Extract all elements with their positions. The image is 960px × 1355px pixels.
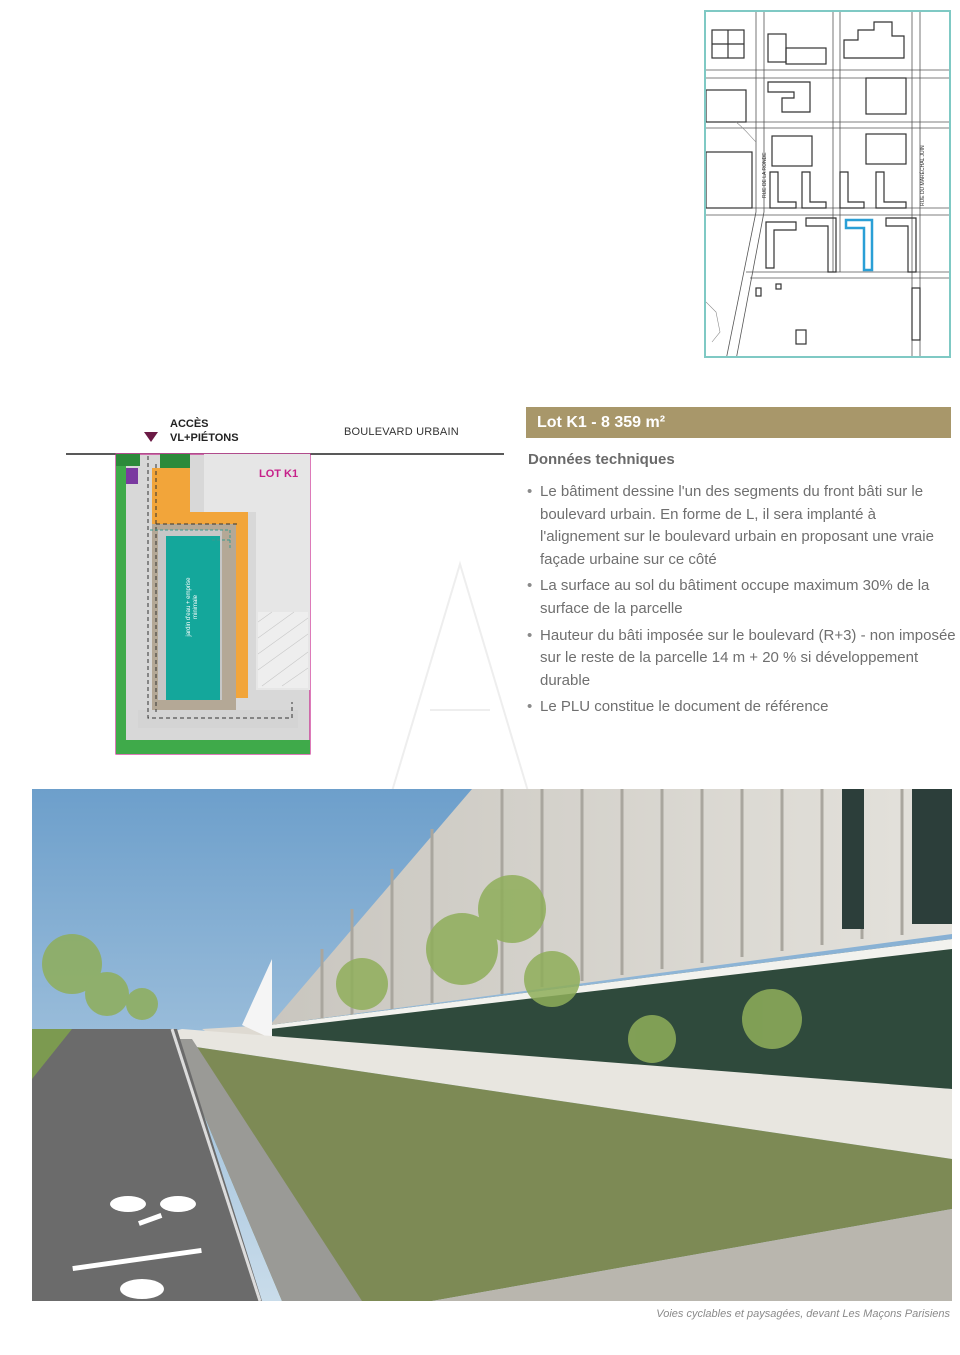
bullet-item bbox=[526, 696, 956, 719]
section-title: Données techniques bbox=[528, 451, 675, 468]
bullet-symbol: • bbox=[527, 698, 533, 716]
street-photo bbox=[32, 789, 952, 1301]
lot-header: Lot K1 - 8 359 m² bbox=[526, 407, 951, 438]
bullet-list bbox=[526, 481, 956, 723]
bullet-text: Le bâtiment dessine l'un des segments du front bâti sur le boulevard urbain. En forme de L, il sera implanté à l'alignement sur le boulevard urbain en proposant une vraie façade urbaine sur ce côté bbox=[540, 483, 934, 568]
bullet-item bbox=[526, 575, 956, 620]
access-line-2: VL+PIÉTONS bbox=[170, 432, 239, 444]
access-line-1: ACCÈS bbox=[170, 418, 209, 430]
street-photo-illustration bbox=[32, 789, 952, 1301]
boulevard-label: BOULEVARD URBAIN bbox=[344, 426, 459, 438]
bullet-text: La surface au sol du bâtiment occupe maximum 30% de la surface de la parcelle bbox=[540, 577, 930, 617]
bullet-symbol: • bbox=[527, 483, 533, 500]
street-label-left: RUE DE LA RONDE bbox=[762, 152, 768, 198]
access-label bbox=[170, 417, 239, 445]
bullet-text: Hauteur du bâti imposée sur le boulevard (R+3) - non imposée sur le reste de la parcelle 14 m + 20 % si développement durable bbox=[540, 626, 956, 689]
bullet-symbol: • bbox=[527, 577, 533, 595]
bullet-item bbox=[526, 481, 956, 571]
street-label-right: RUE DU MARÉCHAL JUIN bbox=[920, 145, 926, 206]
bullet-item bbox=[526, 625, 956, 693]
bullet-symbol: • bbox=[527, 626, 533, 644]
watermark-logo bbox=[380, 560, 540, 800]
lot-label: LOT K1 bbox=[259, 468, 299, 480]
garden-label: jardin d'eau + emprise minimale bbox=[186, 577, 199, 637]
location-map bbox=[704, 10, 951, 358]
location-map-drawing bbox=[706, 12, 951, 358]
photo-caption: Voies cyclables et paysagées, devant Les Maçons Parisiens bbox=[656, 1308, 950, 1320]
bullet-text: Le PLU constitue le document de référence bbox=[540, 698, 829, 716]
